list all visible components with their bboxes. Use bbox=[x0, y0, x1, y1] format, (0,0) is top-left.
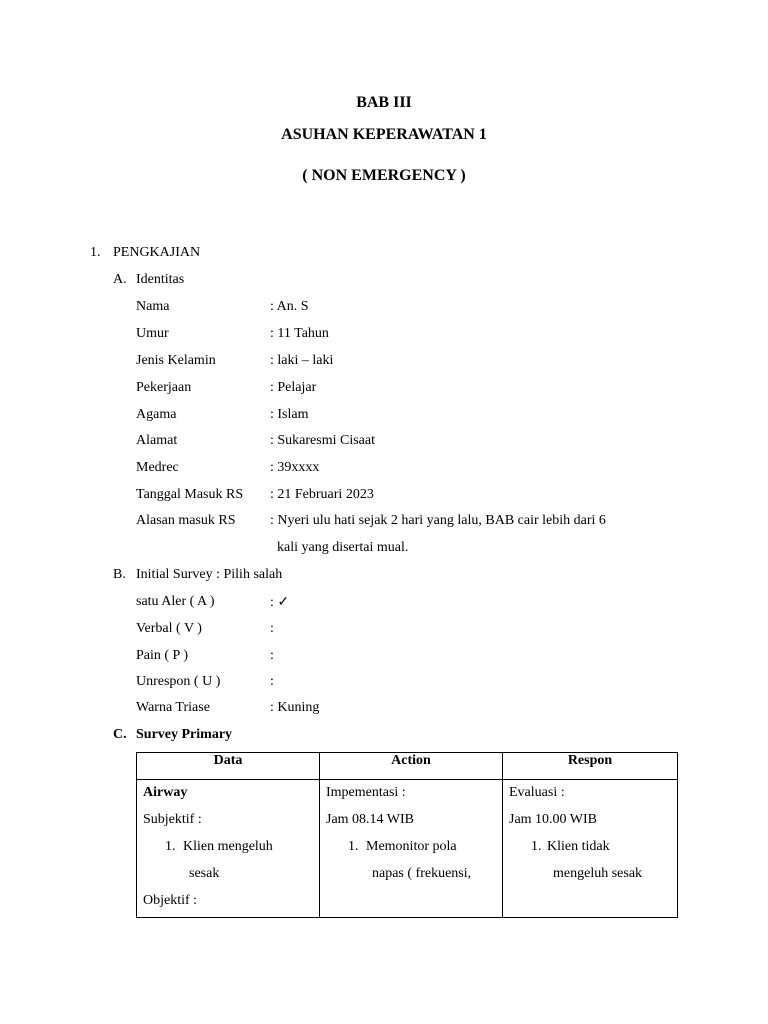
field-label: Tanggal Masuk RS bbox=[136, 487, 244, 502]
table-header-row bbox=[137, 753, 678, 780]
cell-text: Objektif : bbox=[143, 893, 198, 908]
survey-primary-table bbox=[136, 752, 678, 918]
subsection-letter: C. bbox=[113, 727, 127, 742]
field-label: Medrec bbox=[136, 460, 179, 475]
survey-label: Pain ( P ) bbox=[136, 648, 188, 663]
survey-label: Unrespon ( U ) bbox=[136, 674, 221, 689]
field-label: Jenis Kelamin bbox=[136, 353, 216, 368]
list-number: 1. bbox=[165, 839, 176, 854]
survey-value: : ✓ bbox=[270, 595, 290, 610]
cell-text: Evaluasi : bbox=[509, 785, 565, 800]
list-number: 1. bbox=[348, 839, 359, 854]
subsection-letter: A. bbox=[113, 272, 127, 287]
list-text: Memonitor pola bbox=[366, 839, 457, 854]
field-value-continuation: kali yang disertai mual. bbox=[277, 540, 409, 555]
field-value: : laki – laki bbox=[270, 353, 334, 368]
column-header-respon: Respon bbox=[503, 753, 678, 780]
list-item bbox=[509, 836, 671, 863]
list-text-continuation: napas ( frekuensi, bbox=[372, 866, 472, 881]
field-label: Umur bbox=[136, 326, 169, 341]
subsection-heading: Identitas bbox=[136, 272, 185, 287]
action-cell bbox=[320, 780, 503, 918]
survey-value: : bbox=[270, 674, 274, 689]
field-label: Alamat bbox=[136, 433, 178, 448]
field-label: Nama bbox=[136, 299, 170, 314]
list-item bbox=[326, 836, 496, 863]
field-label: Pekerjaan bbox=[136, 380, 192, 395]
field-label: Agama bbox=[136, 407, 177, 422]
cell-title: Airway bbox=[143, 785, 188, 800]
field-value: : Sukaresmi Cisaat bbox=[270, 433, 375, 448]
field-value: : Islam bbox=[270, 407, 309, 422]
section-heading: PENGKAJIAN bbox=[113, 245, 201, 260]
list-text: Klien mengeluh bbox=[183, 839, 273, 854]
field-value: : 39xxxx bbox=[270, 460, 320, 475]
document-subtitle: ( NON EMERGENCY ) bbox=[302, 167, 466, 184]
list-item bbox=[143, 836, 313, 863]
survey-label: Warna Triase bbox=[136, 700, 210, 715]
list-text: Klien tidak bbox=[547, 839, 610, 854]
column-header-action: Action bbox=[320, 753, 503, 780]
cell-text: Jam 10.00 WIB bbox=[509, 812, 598, 827]
survey-label: satu Aler ( A ) bbox=[136, 594, 215, 609]
survey-value: : bbox=[270, 648, 274, 663]
survey-label: Verbal ( V ) bbox=[136, 621, 202, 636]
field-value: : 21 Februari 2023 bbox=[270, 487, 374, 502]
survey-value: : bbox=[270, 621, 274, 636]
subsection-letter: B. bbox=[113, 567, 126, 582]
table-row bbox=[137, 780, 678, 918]
list-text-continuation: mengeluh sesak bbox=[553, 866, 643, 881]
document-title: ASUHAN KEPERAWATAN 1 bbox=[281, 126, 487, 143]
cell-text: Impementasi : bbox=[326, 785, 406, 800]
list-text-continuation: sesak bbox=[189, 866, 220, 881]
field-value: : An. S bbox=[270, 299, 309, 314]
data-cell bbox=[137, 780, 320, 918]
field-value: : Pelajar bbox=[270, 380, 317, 395]
chapter-title: BAB III bbox=[356, 94, 412, 111]
respon-cell bbox=[503, 780, 678, 918]
list-number: 1. bbox=[531, 839, 542, 854]
survey-value: : Kuning bbox=[270, 700, 320, 715]
cell-text: Subjektif : bbox=[143, 812, 202, 827]
subsection-heading: Survey Primary bbox=[136, 727, 233, 742]
cell-text: Jam 08.14 WIB bbox=[326, 812, 415, 827]
field-value: : Nyeri ulu hati sejak 2 hari yang lalu, BAB cair lebih dari 6 bbox=[270, 513, 606, 528]
field-label: Alasan masuk RS bbox=[136, 513, 236, 528]
subsection-heading: Initial Survey : Pilih salah bbox=[136, 567, 283, 582]
field-value: : 11 Tahun bbox=[270, 326, 329, 341]
section-number: 1. bbox=[90, 245, 101, 260]
column-header-data: Data bbox=[137, 753, 320, 780]
